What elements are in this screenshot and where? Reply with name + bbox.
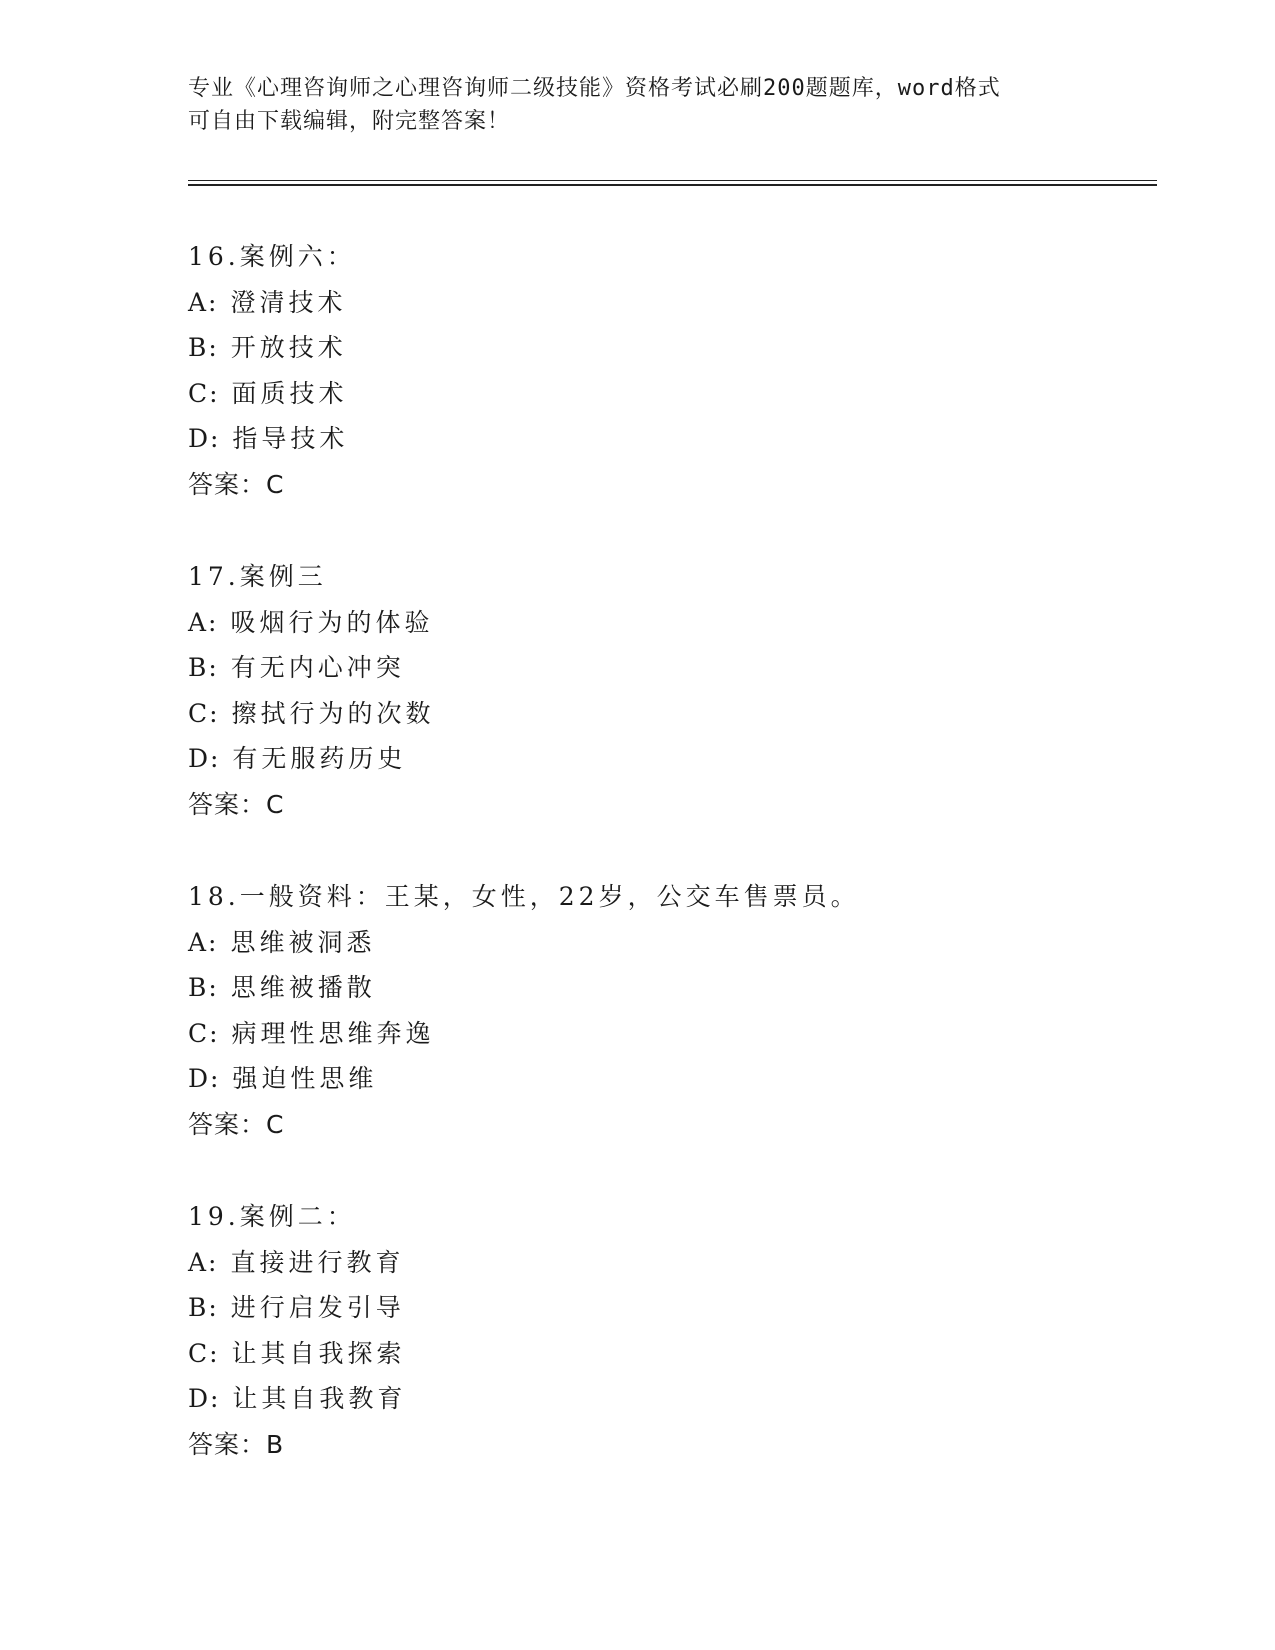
option-c <box>188 1011 1088 1057</box>
option-text: 有无服药历史 <box>232 744 407 773</box>
question-stem: 16.案例六： <box>188 242 356 271</box>
option-a <box>188 1240 1088 1286</box>
option-label: C: <box>188 698 220 728</box>
option-text: 思维被洞悉 <box>230 927 376 957</box>
option-b <box>188 325 1088 371</box>
option-b <box>188 1285 1088 1331</box>
header-divider-thin <box>188 180 1157 181</box>
option-text: 强迫性思维 <box>232 1064 378 1093</box>
header-divider-thick <box>188 184 1157 186</box>
question-stem: 19.案例二： <box>188 1202 356 1231</box>
option-c <box>188 691 1088 737</box>
option-text: 吸烟行为的体验 <box>230 607 434 637</box>
option-label: B: <box>188 653 219 682</box>
option-label: A: <box>188 1247 219 1277</box>
question-19 <box>188 1194 1088 1467</box>
option-text: 病理性思维奔逸 <box>231 1018 435 1048</box>
option-d <box>188 1056 1088 1102</box>
header-line-1: 专业《心理咨询师之心理咨询师二级技能》资格考试必刷200题题库，word格式 <box>188 76 1001 101</box>
option-b <box>188 645 1088 691</box>
option-c <box>188 371 1088 417</box>
question-18 <box>188 874 1088 1147</box>
option-text: 面质技术 <box>231 378 348 408</box>
option-label: C: <box>188 1018 220 1048</box>
option-label: B: <box>188 333 219 362</box>
option-text: 开放技术 <box>230 333 347 362</box>
option-d <box>188 1376 1088 1422</box>
option-label: D: <box>188 424 221 453</box>
option-label: A: <box>188 927 219 957</box>
option-text: 指导技术 <box>232 424 349 453</box>
option-label: D: <box>188 744 221 773</box>
option-c <box>188 1331 1088 1377</box>
answer-line: 答案：C <box>188 789 285 819</box>
option-label: B: <box>188 1293 219 1322</box>
option-text: 澄清技术 <box>230 287 347 317</box>
option-a <box>188 600 1088 646</box>
option-label: A: <box>188 607 219 637</box>
answer-line: 答案：B <box>188 1429 285 1459</box>
option-label: D: <box>188 1064 221 1093</box>
option-d <box>188 416 1088 462</box>
option-text: 进行启发引导 <box>230 1293 405 1322</box>
option-text: 让其自我教育 <box>232 1384 407 1413</box>
option-label: B: <box>188 973 219 1002</box>
option-a <box>188 920 1088 966</box>
question-16 <box>188 234 1088 507</box>
answer-line: 答案：C <box>188 469 285 499</box>
option-text: 直接进行教育 <box>230 1247 405 1277</box>
answer-line: 答案：C <box>188 1109 285 1139</box>
option-text: 有无内心冲突 <box>230 653 405 682</box>
document-header <box>188 72 1088 138</box>
option-label: C: <box>188 1338 220 1368</box>
option-text: 思维被播散 <box>230 973 376 1002</box>
option-a <box>188 280 1088 326</box>
option-label: A: <box>188 287 219 317</box>
option-b <box>188 965 1088 1011</box>
option-label: D: <box>188 1384 221 1413</box>
question-17 <box>188 554 1088 827</box>
option-text: 让其自我探索 <box>231 1338 406 1368</box>
header-line-2: 可自由下载编辑，附完整答案！ <box>188 109 511 134</box>
option-label: C: <box>188 378 220 408</box>
option-d <box>188 736 1088 782</box>
question-stem: 18.一般资料：王某，女性，22岁，公交车售票员。 <box>188 882 860 911</box>
question-stem: 17.案例三 <box>188 562 327 591</box>
option-text: 擦拭行为的次数 <box>231 698 435 728</box>
